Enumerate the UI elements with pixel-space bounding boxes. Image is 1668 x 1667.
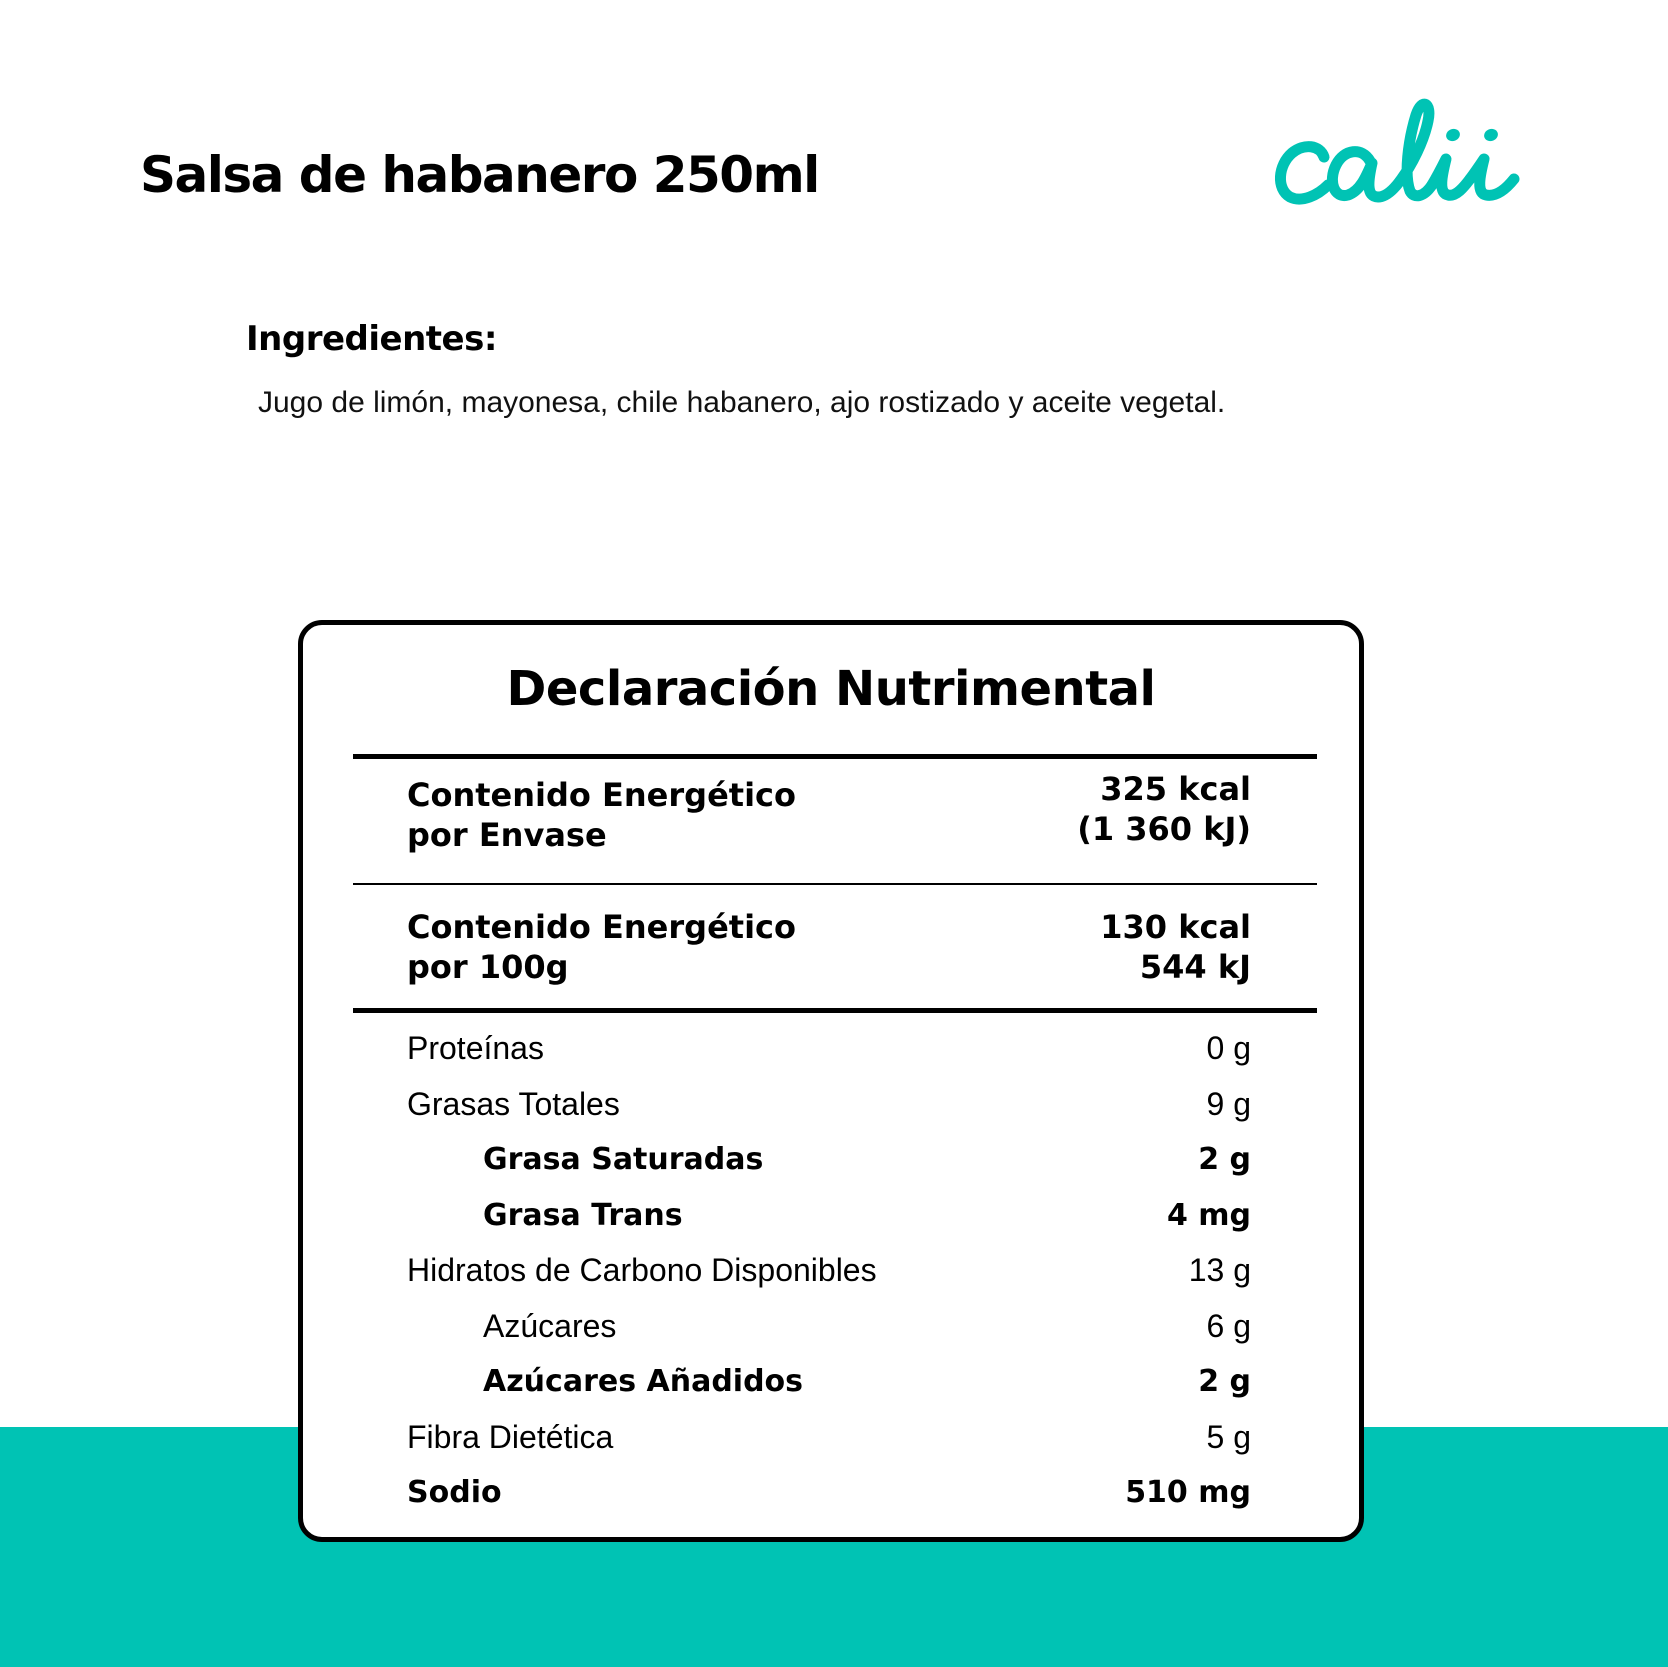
nutrient-name: Grasa Trans [483,1197,683,1233]
energy-per-100g-row [407,907,1251,987]
nutrient-row-hidratos [407,1243,1251,1299]
nutrient-name: Proteínas [407,1030,544,1066]
nutrient-amount: 510 mg [1125,1475,1251,1510]
energy-100g-value-line1: 130 kcal [1100,908,1251,946]
nutrient-name: Grasa Saturadas [483,1142,764,1177]
nutrient-row-proteinas [407,1021,1251,1077]
nutrient-list [407,1021,1251,1521]
nutrition-title: Declaración Nutrimental [506,661,1156,717]
nutrient-row-sodio [407,1465,1251,1521]
ingredients-text: Jugo de limón, mayonesa, chile habanero, ajo rostizado y aceite vegetal. [258,386,1226,419]
divider-thin [353,883,1317,885]
ingredients-heading: Ingredientes: [246,319,497,359]
nutrient-row-azucares [407,1299,1251,1355]
energy-package-label-line2: por Envase [407,816,607,854]
nutrient-name: Fibra Dietética [407,1418,614,1455]
nutrient-amount: 4 mg [1166,1197,1251,1233]
nutrient-amount: 0 g [1206,1030,1251,1066]
nutrient-amount: 2 g [1198,1364,1251,1399]
nutrient-name: Azúcares [483,1307,617,1344]
nutrient-row-grasa-trans [407,1188,1251,1244]
energy-100g-label-line1: Contenido Energético [407,908,796,946]
nutrient-name: Sodio [407,1475,502,1510]
nutrient-amount: 9 g [1206,1085,1251,1122]
nutrient-amount: 6 g [1206,1307,1251,1344]
nutrient-row-fibra [407,1410,1251,1466]
product-title: Salsa de habanero 250ml [140,146,819,204]
energy-package-value-line2: (1 360 kJ) [1077,810,1251,848]
nutrient-row-grasa-saturadas [407,1132,1251,1188]
energy-per-package-label [407,775,796,855]
energy-package-label-line1: Contenido Energético [407,776,796,814]
energy-per-package-value [1077,769,1251,849]
energy-per-100g-label [407,907,796,987]
nutrient-row-azucares-anadidos [407,1354,1251,1410]
nutrient-amount: 13 g [1188,1252,1251,1288]
nutrition-panel [298,620,1364,1542]
nutrient-name: Azúcares Añadidos [483,1364,804,1399]
nutrient-name: Grasas Totales [407,1085,620,1122]
energy-per-100g-value [1100,907,1251,987]
divider-thick-bottom [353,1008,1317,1013]
energy-100g-label-line2: por 100g [407,948,569,986]
nutrient-name: Hidratos de Carbono Disponibles [407,1252,877,1288]
energy-100g-value-line2: 544 kJ [1139,948,1251,986]
nutrient-row-grasas-totales [407,1077,1251,1133]
nutrient-amount: 5 g [1206,1418,1251,1455]
energy-package-value-line1: 325 kcal [1100,770,1251,808]
divider-thick-top [353,754,1317,759]
energy-per-package-row [407,770,1251,855]
brand-logo [1262,85,1542,220]
nutrient-amount: 2 g [1198,1142,1251,1177]
